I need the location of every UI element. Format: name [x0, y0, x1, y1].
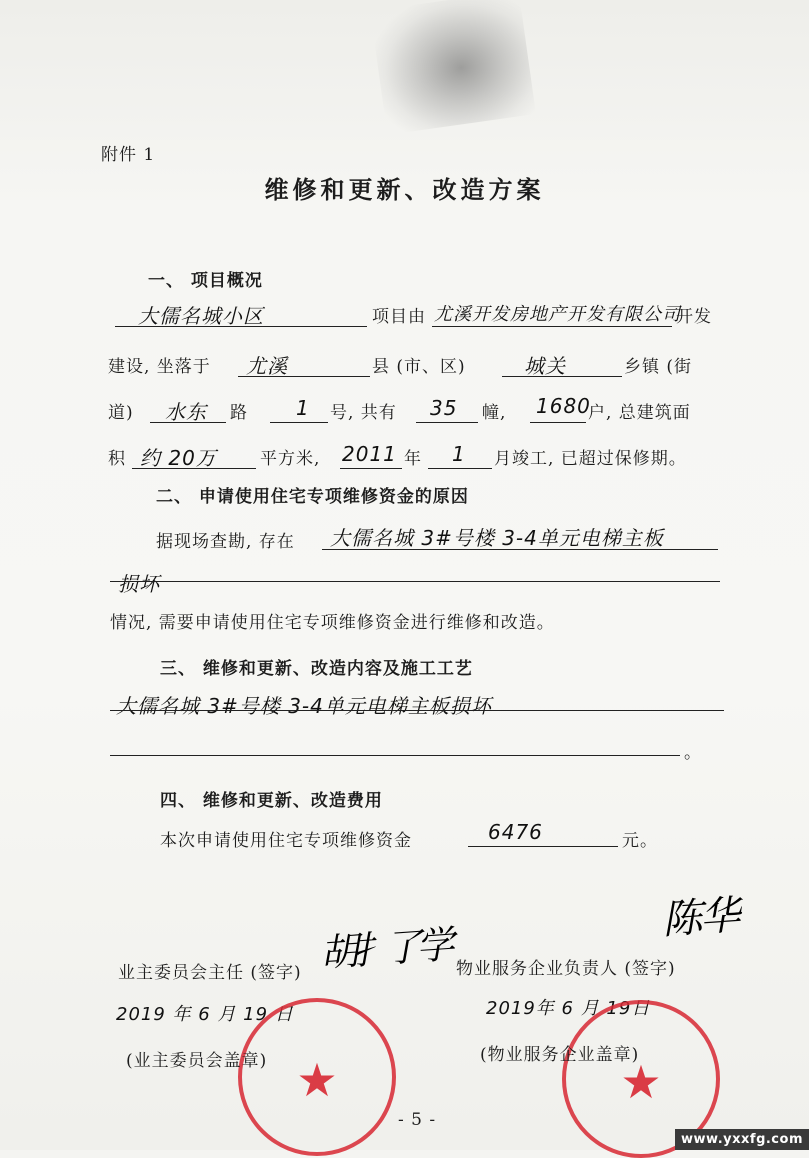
text-fragment: 月竣工, 已超过保修期。	[494, 449, 687, 469]
star-icon: ★	[620, 1055, 662, 1109]
property-sign-label: 物业服务企业负责人 (签字)	[456, 959, 676, 979]
text-fragment: 号, 共有	[330, 403, 397, 423]
underline	[502, 376, 622, 377]
road-value: 水东	[165, 400, 207, 424]
developer-name: 尤溪开发房地产开发有限公司	[434, 304, 681, 325]
page-title: 维修和更新、改造方案	[264, 175, 545, 204]
text-fragment: 路	[230, 403, 248, 423]
text-fragment: 情况, 需要申请使用住宅专项维修资金进行维修和改造。	[110, 613, 555, 633]
underline	[110, 581, 720, 582]
area-value: 约 20万	[140, 446, 217, 470]
community-name: 大儒名城小区	[138, 304, 264, 328]
underline	[132, 468, 256, 469]
amount-value: 6476	[488, 820, 543, 844]
section3-heading: 三、 维修和更新、改造内容及施工工艺	[160, 659, 473, 679]
county-value: 尤溪	[246, 354, 288, 378]
text-fragment: 开发	[676, 307, 712, 327]
text-fragment: 据现场查勘, 存在	[156, 532, 295, 552]
underline	[270, 422, 328, 423]
underline	[322, 549, 718, 550]
underline	[432, 326, 672, 327]
underline	[150, 422, 226, 423]
month-value: 1	[452, 442, 466, 466]
text-fragment: 幢,	[482, 403, 507, 423]
reason-line-1: 大儒名城 3#号楼 3-4单元电梯主板	[330, 526, 664, 550]
attachment-label: 附件 1	[101, 145, 156, 165]
households-value: 1680	[536, 394, 591, 418]
underline	[110, 710, 724, 711]
property-signature: 陈华	[660, 892, 740, 944]
section1-heading: 一、 项目概况	[148, 271, 263, 291]
property-seal-label: (物业服务企业盖章)	[480, 1045, 640, 1065]
owner-date: 2019 年 6 月 19 日	[116, 1004, 294, 1025]
section4-heading: 四、 维修和更新、改造费用	[160, 791, 383, 811]
text-fragment: 积	[108, 449, 126, 469]
owner-seal-label: (业主委员会盖章)	[126, 1051, 268, 1071]
underline	[340, 468, 402, 469]
text-fragment: 平方米,	[260, 449, 321, 469]
underline	[428, 468, 492, 469]
underline	[416, 422, 478, 423]
reason-line-2: 损坏	[118, 572, 160, 596]
text-fragment: 元。	[622, 831, 658, 851]
owner-committee-seal	[238, 998, 396, 1156]
text-fragment: 乡镇 (街	[624, 357, 693, 377]
section2-heading: 二、 申请使用住宅专项维修资金的原因	[156, 487, 469, 507]
owner-sign-label: 业主委员会主任 (签字)	[118, 963, 302, 983]
text-fragment: 项目由	[372, 307, 426, 327]
underline	[530, 422, 586, 423]
underline	[110, 755, 680, 756]
text-fragment: 县 (市、区)	[372, 357, 466, 377]
repair-content: 大儒名城 3#号楼 3-4单元电梯主板损坏	[116, 694, 492, 718]
site-watermark: www.yxxfg.com	[675, 1129, 809, 1150]
underline	[238, 376, 370, 377]
owner-signature: 胡扌了学	[318, 922, 450, 976]
buildings-value: 35	[430, 396, 458, 420]
number-value: 1	[296, 396, 310, 420]
text-fragment: 。	[684, 743, 702, 763]
property-date: 2019年 6 月 19日	[486, 998, 651, 1019]
text-fragment: 年	[404, 449, 422, 469]
year-value: 2011	[342, 442, 397, 466]
tape-smudge	[370, 0, 536, 135]
page-number: - 5 -	[398, 1110, 437, 1130]
underline	[468, 846, 618, 847]
text-fragment: 道)	[108, 403, 134, 423]
text-fragment: 户, 总建筑面	[588, 403, 691, 423]
text-fragment: 本次申请使用住宅专项维修资金	[160, 831, 412, 851]
star-icon: ★	[296, 1053, 338, 1107]
town-value: 城关	[524, 354, 566, 378]
underline	[115, 326, 367, 327]
text-fragment: 建设, 坐落于	[108, 357, 211, 377]
